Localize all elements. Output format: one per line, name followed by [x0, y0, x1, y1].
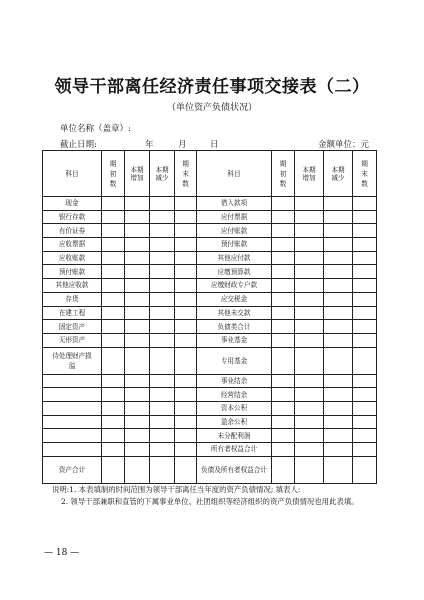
table-row — [43, 320, 377, 334]
table-row — [43, 265, 377, 279]
table-row — [43, 415, 377, 429]
header-closing-left: 期末数 — [175, 151, 197, 197]
table-row — [43, 251, 377, 265]
total-liabilities-equity-label: 负债及所有者权益合计 — [197, 456, 272, 483]
liability-item: 其他应付款 — [197, 251, 272, 265]
asset-item: 预付账款 — [43, 265, 102, 279]
page-title: 领导干部离任经济责任事项交接表（二） — [54, 77, 370, 97]
liability-item: 负债类合计 — [197, 320, 272, 334]
liability-item: 应交税金 — [197, 292, 272, 306]
table-total-row — [43, 456, 377, 483]
table-row — [43, 279, 377, 293]
table-row — [43, 333, 377, 347]
liability-item: 应缴财政专户款 — [197, 279, 272, 293]
balance-sheet-table — [42, 150, 377, 484]
liability-item: 应付票据 — [197, 210, 272, 224]
asset-item: 其他应收款 — [43, 279, 102, 293]
month-label: 月 — [178, 140, 187, 150]
asset-item: 无形资产 — [43, 333, 102, 347]
asset-item: 有价证券 — [43, 224, 102, 238]
table-row — [43, 429, 377, 443]
header-opening-left: 期初数 — [102, 151, 125, 197]
asset-item: 应收票据 — [43, 238, 102, 252]
equity-item: 事业结余 — [197, 374, 272, 388]
total-assets-label: 资产合计 — [43, 456, 102, 483]
table-row — [43, 388, 377, 402]
table-row — [43, 238, 377, 252]
page-subtitle: （单位资产负债状况） — [166, 103, 257, 113]
liability-item: 其他未交款 — [197, 306, 272, 320]
cutoff-label: 截止日期: — [60, 140, 97, 150]
table-row — [43, 401, 377, 415]
liability-item: 应缴预算款 — [197, 265, 272, 279]
header-decrease-left: 本期减少 — [150, 151, 175, 197]
header-closing-right: 期末数 — [353, 151, 377, 197]
table-row — [43, 197, 377, 211]
asset-item: 固定资产 — [43, 320, 102, 334]
table-row — [43, 210, 377, 224]
table-row — [43, 374, 377, 388]
header-item-right: 科目 — [197, 151, 272, 197]
equity-item: 专用基金 — [197, 347, 272, 374]
day-label: 日 — [210, 140, 219, 150]
equity-item: 盈余公积 — [197, 415, 272, 429]
equity-item: 所有者权益合计 — [197, 443, 272, 457]
equity-item: 资本公积 — [197, 401, 272, 415]
equity-item: 经营结余 — [197, 388, 272, 402]
page-number: — 18 — — [44, 548, 80, 558]
liability-item: 借入款项 — [197, 197, 272, 211]
notes — [52, 484, 382, 507]
asset-item: 银行存款 — [43, 210, 102, 224]
pending-assets-item: 待处理财产损溢 — [43, 347, 102, 374]
year-label: 年 — [145, 140, 154, 150]
note-line-1: 说明:1. 本表填制的时间范围为领导干部离任当年度的资产负债情况; 填表人: — [52, 485, 301, 494]
note-line-2: 2. 领导干部兼职和直管的下属事业单位、社团组织等经济组织的资产负债情况也用此表填。 — [61, 496, 359, 506]
table-row — [43, 306, 377, 320]
asset-item: 应收账款 — [43, 251, 102, 265]
table-header-row — [43, 151, 377, 197]
amount-unit-label: 金额单位：元 — [318, 140, 370, 150]
liability-item: 事业基金 — [197, 333, 272, 347]
equity-item: 未分配利润 — [197, 429, 272, 443]
liability-item: 预付账款 — [197, 238, 272, 252]
table-row — [43, 443, 377, 457]
table-row — [43, 292, 377, 306]
liability-item: 应付账款 — [197, 224, 272, 238]
header-increase-left: 本期增加 — [125, 151, 150, 197]
unit-name-label: 单位名称（盖章）: — [60, 124, 131, 134]
asset-item: 在建工程 — [43, 306, 102, 320]
header-decrease-right: 本期减少 — [324, 151, 353, 197]
asset-item: 现金 — [43, 197, 102, 211]
header-increase-right: 本期增加 — [295, 151, 324, 197]
header-opening-right: 期初数 — [272, 151, 295, 197]
table-row — [43, 224, 377, 238]
header-item-left: 科目 — [43, 151, 102, 197]
asset-item: 存货 — [43, 292, 102, 306]
